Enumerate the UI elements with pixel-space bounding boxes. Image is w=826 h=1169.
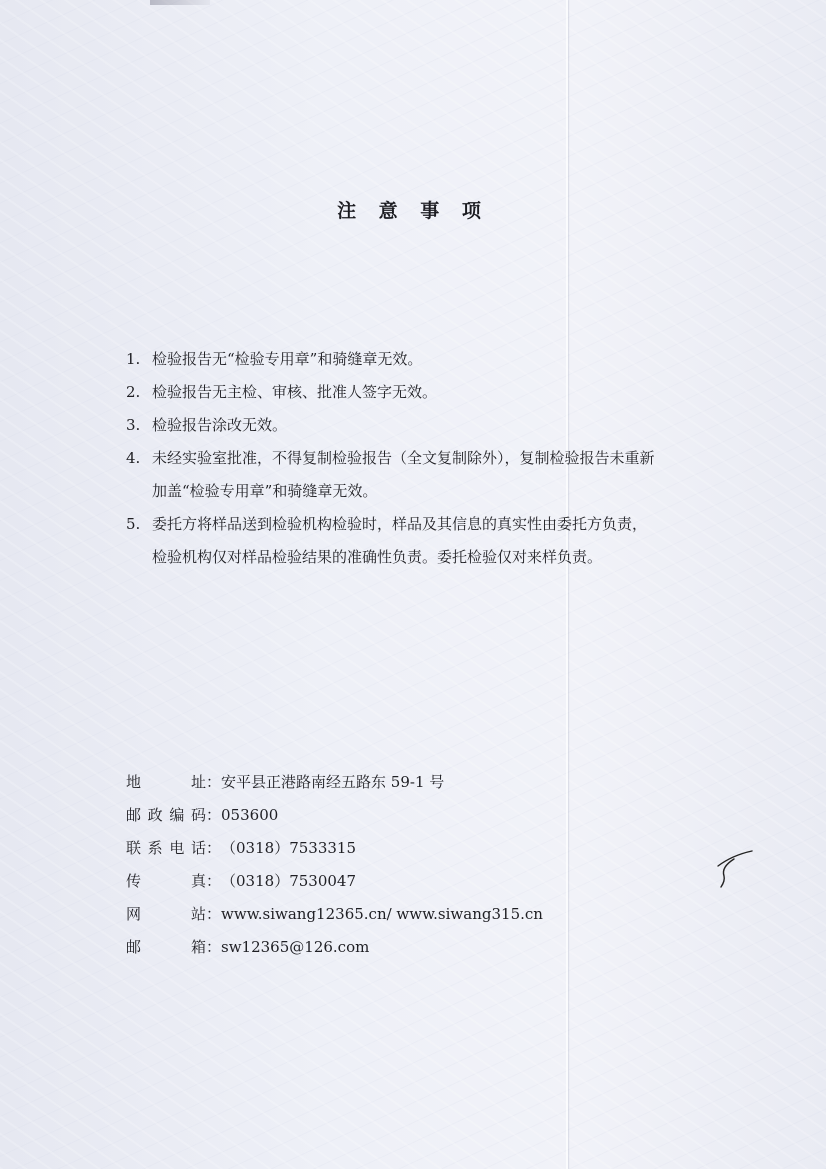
contact-value: 053600 (221, 806, 279, 824)
label-separator: ： (206, 806, 222, 824)
notice-item-1 (126, 343, 726, 376)
contact-fax (126, 865, 626, 898)
notice-text: 检验报告无“检验专用章”和骑缝章无效。 (152, 350, 423, 368)
contact-value: （0318）7533315 (221, 839, 356, 857)
notice-number: 4. (126, 449, 141, 467)
notice-number: 3. (126, 416, 141, 434)
label-separator: ： (206, 905, 222, 923)
contact-label: 邮箱 (126, 938, 206, 956)
contact-value: www.siwang12365.cn/ www.siwang315.cn (221, 905, 543, 923)
label-separator: ： (206, 938, 222, 956)
notice-text: 未经实验室批准，不得复制检验报告（全文复制除外），复制检验报告未重新 (152, 449, 655, 467)
notice-item-4 (126, 442, 726, 508)
contact-label: 邮政编码 (126, 806, 206, 824)
contact-value: 安平县正港路南经五路东 59-1 号 (221, 773, 445, 791)
notice-item-3 (126, 409, 726, 442)
contact-info (126, 766, 626, 964)
label-separator: ： (206, 773, 222, 791)
contact-label: 传真 (126, 872, 206, 890)
contact-email (126, 931, 626, 964)
notice-text: 委托方将样品送到检验机构检验时，样品及其信息的真实性由委托方负责， (152, 515, 648, 533)
notice-number: 1. (126, 350, 141, 368)
scan-mark (150, 0, 210, 5)
contact-value: （0318）7530047 (221, 872, 356, 890)
page-title: 注 意 事 项 (337, 200, 489, 222)
contact-postcode (126, 799, 626, 832)
notice-text: 检验报告无主检、审核、批准人签字无效。 (152, 383, 438, 401)
label-separator: ： (206, 872, 222, 890)
notice-text: 检验报告涂改无效。 (152, 416, 288, 434)
contact-label: 地址 (126, 773, 206, 791)
notice-number: 5. (126, 515, 141, 533)
page-fold-line (566, 0, 568, 1169)
contact-website (126, 898, 626, 931)
contact-value: sw12365@126.com (221, 938, 370, 956)
notice-text-continued: 检验机构仅对样品检验结果的准确性负责。委托检验仅对来样负责。 (152, 548, 603, 566)
contact-address (126, 766, 626, 799)
contact-label: 联系电话 (126, 839, 206, 857)
notice-item-2 (126, 376, 726, 409)
contact-label: 网站 (126, 905, 206, 923)
handwritten-signature (712, 846, 762, 891)
notice-number: 2. (126, 383, 141, 401)
label-separator: ： (206, 839, 222, 857)
contact-phone (126, 832, 626, 865)
notice-item-5 (126, 508, 726, 574)
notice-list (126, 343, 726, 574)
notice-text-continued: 加盖“检验专用章”和骑缝章无效。 (152, 482, 378, 500)
